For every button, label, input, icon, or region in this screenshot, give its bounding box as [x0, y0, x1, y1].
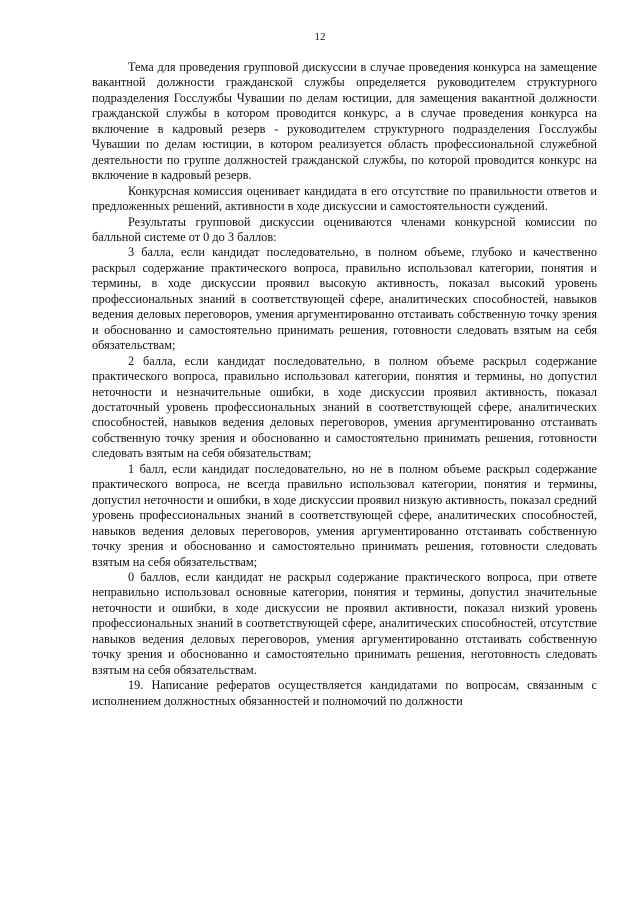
paragraph-score-0: 0 баллов, если кандидат не раскрыл содержание практического вопроса, при ответе неправильно использовал основные категории, понятия и термины, допустил значительные неточности и ошибки, в ходе дискуссии не проявил активности, показал низкий уровень профессиональных знаний в соответствующей сфере, аналитических способностей, отсутствие навыков ведения деловых переговоров, умения аргументированно отстаивать собственную точку зрения и обоснованно и самостоятельно принимать решения, неготовность следовать взятым на себя обязательствам. [92, 569, 597, 677]
paragraph-score-2: 2 балла, если кандидат последовательно, в полном объеме раскрыл содержание практического вопроса, правильно использовал категории, понятия и термины, но допустил неточности и незначительные ошибки, в ходе дискуссии проявил активность, показал достаточный уровень профессиональных знаний в соответствующей сфере, аналитических способностей, навыков ведения деловых переговоров, умения аргументированно отстаивать собственную точку зрения и обоснованно и самостоятельно принимать решения, готовности следовать взятым на себя обязательствам; [92, 353, 597, 461]
paragraph-commission-evaluation: Конкурсная комиссия оценивает кандидата в его отсутствие по правильности ответов и предложенных решений, активности в ходе дискуссии и самостоятельности суждений. [92, 183, 597, 214]
paragraph-item-19: 19. Написание рефератов осуществляется кандидатами по вопросам, связанным с исполнением должностных обязанностей и полномочий по должности [92, 678, 597, 708]
document-body [92, 60, 597, 709]
paragraph-score-1: 1 балл, если кандидат последовательно, но не в полном объеме раскрыл содержание практического вопроса, не всегда правильно использовал категории, понятия и термины, допустил неточности и ошибки, в ходе дискуссии проявил низкую активность, показал средний уровень профессиональных знаний в соответствующей сфере, аналитических способностей, навыков ведения деловых переговоров, умения аргументированно отстаивать собственную точку зрения и обоснованно и самостоятельно принимать решения, готовности следовать взятым на себя обязательствам; [92, 461, 597, 569]
paragraph-scoring-system: Результаты групповой дискуссии оцениваются членами конкурсной комиссии по балльной системе от 0 до 3 баллов: [92, 214, 597, 244]
paragraph-discussion-topic: Тема для проведения групповой дискуссии в случае проведения конкурса на замещение вакантной должности гражданской службы определяется руководителем структурного подразделения Госслужбы Чувашии по делам юстиции, для замещения вакантной должности гражданской службы в котором проводится конкурс, а в случае проведения конкурса на включение в кадровый резерв - руководителем структурного подразделения Госслужбы Чувашии по делам юстиции, в котором реализуется область профессиональной служебной деятельности по группе должностей гражданской службы, по которой проводится конкурс на включение в кадровый резерв. [92, 60, 597, 183]
paragraph-score-3: 3 балла, если кандидат последовательно, в полном объеме, глубоко и качественно раскрыл содержание практического вопроса, правильно использовал категории, понятия и термины, в ходе дискуссии проявил высокую активность, показал высокий уровень профессиональных знаний в соответствующей сфере, аналитических способностей, навыков ведения деловых переговоров, умения аргументированно отстаивать собственную точку зрения и обоснованно и самостоятельно принимать решения, готовности следовать взятым на себя обязательствам; [92, 245, 597, 353]
page-number: 12 [314, 31, 326, 43]
